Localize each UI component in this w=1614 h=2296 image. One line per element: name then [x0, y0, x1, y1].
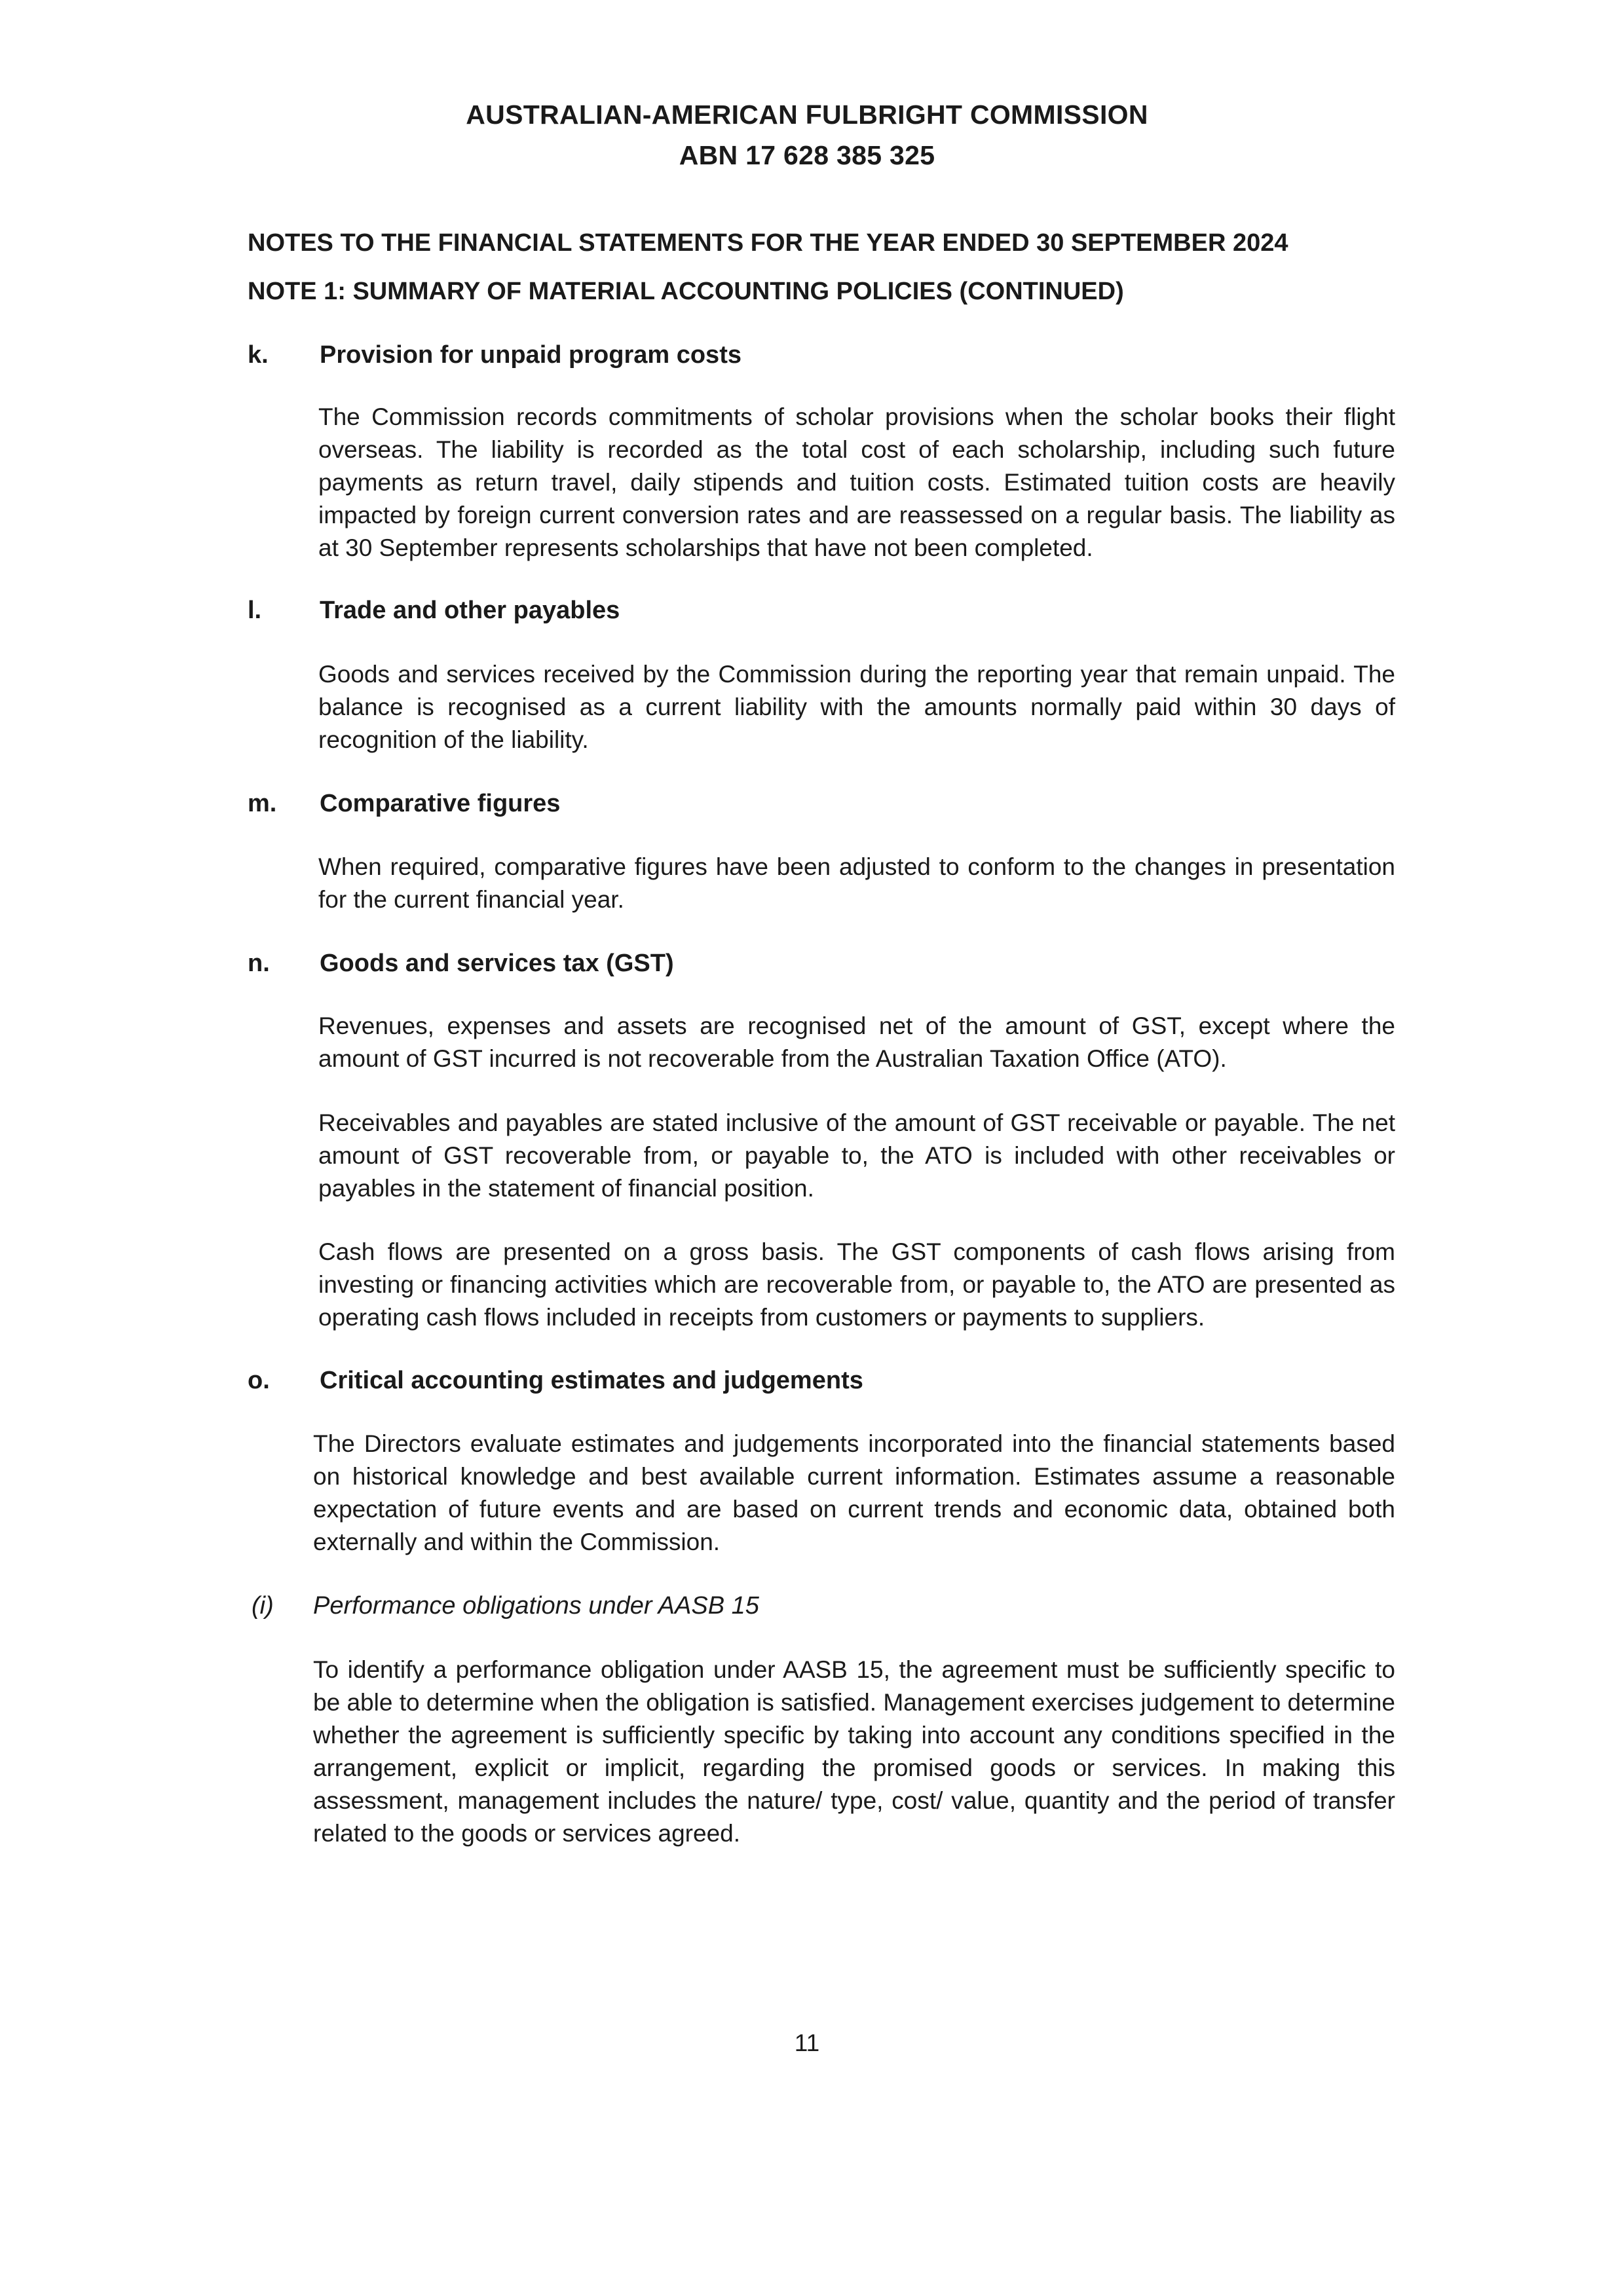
section-m-paragraph: When required, comparative figures have been adjusted to conform to the changes in presentation for the current financial year.: [318, 853, 1395, 913]
organisation-name: AUSTRALIAN-AMERICAN FULBRIGHT COMMISSION: [466, 100, 1148, 130]
section-n-paragraph-3: Cash flows are presented on a gross basis. The GST components of cash flows arising from investing or financing activities which are recoverable from, or payable to, the ATO are presented as operating cash flows included in receipts from customers or payments to suppliers.: [318, 1238, 1395, 1331]
section-n-title: Goods and services tax (GST): [320, 950, 674, 977]
abn-number: ABN 17 628 385 325: [679, 140, 935, 170]
subsection-i-marker: (i): [252, 1592, 274, 1620]
section-k-title: Provision for unpaid program costs: [320, 341, 741, 369]
section-m-title: Comparative figures: [320, 790, 561, 817]
section-m-marker: m.: [248, 790, 277, 817]
section-n-marker: n.: [248, 950, 270, 977]
subsection-i-paragraph: To identify a performance obligation under AASB 15, the agreement must be sufficiently specific to be able to determine when the obligation is satisfied. Management exercises judgement to determine whether the agreement is sufficiently specific by taking into account any conditions specified in the arrangement, explicit or implicit, regarding the promised goods or services. In making this assessment, management includes the nature/ type, cost/ value, quantity and the period of transfer related to the goods or services agreed.: [313, 1656, 1395, 1847]
section-n-paragraph-2: Receivables and payables are stated inclusive of the amount of GST receivable or payable. The net amount of GST recoverable from, or payable to, the ATO is included with other receivables or payables in the statement of financial position.: [318, 1109, 1395, 1202]
subsection-i-title: Performance obligations under AASB 15: [313, 1592, 759, 1620]
section-o-marker: o.: [248, 1367, 270, 1394]
section-k-marker: k.: [248, 341, 269, 369]
section-k-paragraph: The Commission records commitments of scholar provisions when the scholar books their flight overseas. The liability is recorded as the total cost of each scholarship, including such future payments as return travel, daily stipends and tuition costs. Estimated tuition costs are heavily impacted by foreign current conversion rates and are reassessed on a regular basis. The liability as at 30 September represents scholarships that have not been completed.: [318, 403, 1395, 561]
section-n-paragraph-1: Revenues, expenses and assets are recognised net of the amount of GST, except where the amount of GST incurred is not recoverable from the Australian Taxation Office (ATO).: [318, 1012, 1395, 1072]
note-1-heading: NOTE 1: SUMMARY OF MATERIAL ACCOUNTING POLICIES (CONTINUED): [248, 278, 1124, 305]
section-o-title: Critical accounting estimates and judgements: [320, 1367, 863, 1394]
section-l-title: Trade and other payables: [320, 597, 620, 624]
section-l-marker: l.: [248, 597, 262, 624]
section-o-paragraph: The Directors evaluate estimates and judgements incorporated into the financial statements based on historical knowledge and best available current information. Estimates assume a reasonable expectation of future events and are based on current trends and economic data, obtained both externally and within the Commission.: [313, 1430, 1395, 1555]
section-l-paragraph: Goods and services received by the Commission during the reporting year that remain unpaid. The balance is recognised as a current liability with the amounts normally paid within 30 days of recognition of the liability.: [318, 661, 1395, 753]
notes-heading: NOTES TO THE FINANCIAL STATEMENTS FOR THE YEAR ENDED 30 SEPTEMBER 2024: [248, 229, 1288, 257]
page-number: 11: [794, 2029, 820, 2056]
